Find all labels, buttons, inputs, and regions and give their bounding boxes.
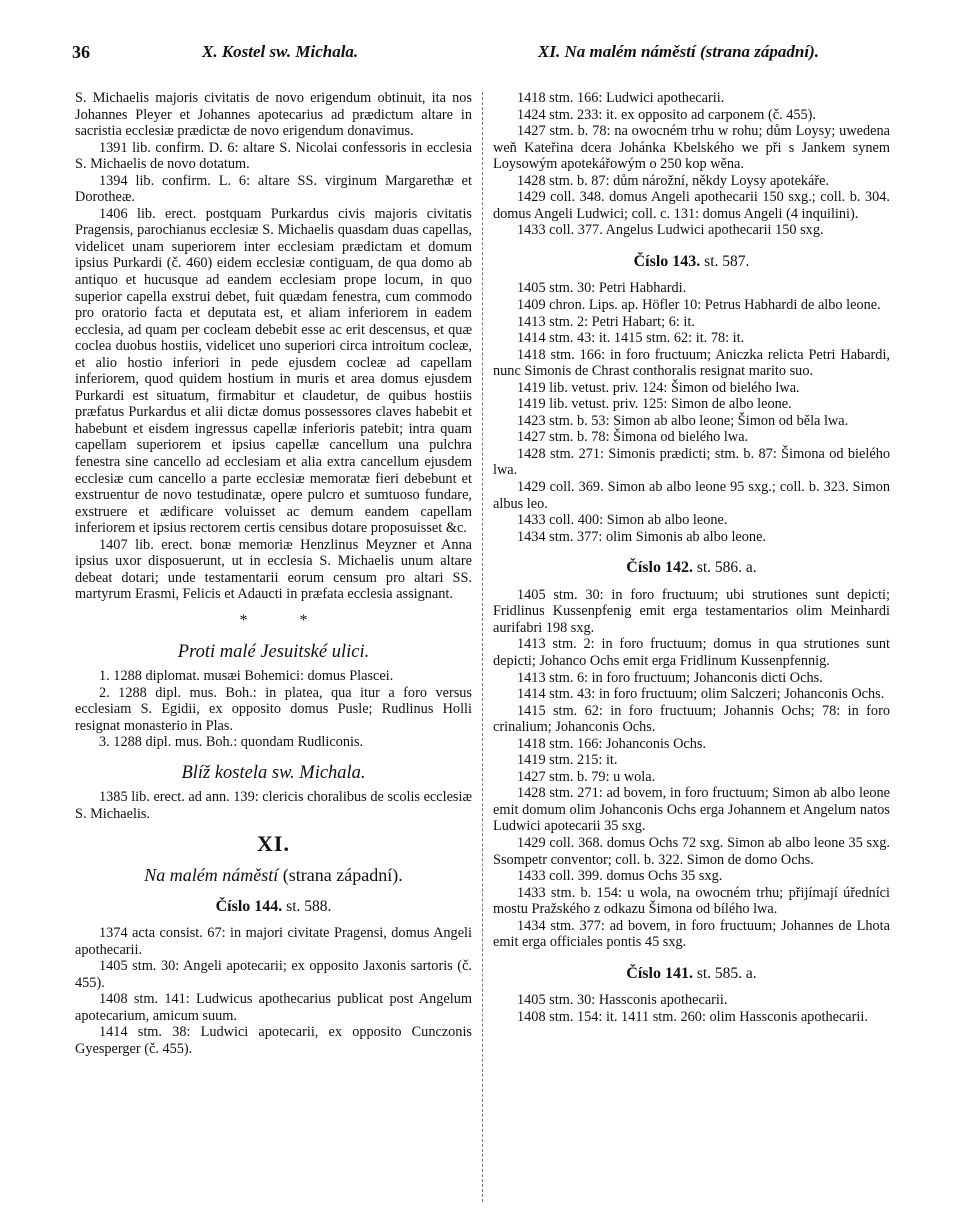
house-heading-141 — [493, 966, 890, 983]
paragraph: 1428 stm. 271: Simonis prædicti; stm. b. 87: Šimona od bielého lwa. — [493, 445, 890, 479]
paragraph: 1427 stm. b. 78: na owocném trhu w rohu; dům Loysy; uwedena weň Kateřina dcera Johánka Kbelského we při s Jankem synem Loysowým apotekářowým o 250 kop wěna. — [493, 123, 890, 173]
paragraph: 1424 stm. 233: it. ex opposito ad carponem (č. 455). — [517, 106, 816, 123]
paragraph: 1423 stm. b. 53: Simon ab albo leone; Šimon od běla lwa. — [517, 412, 849, 429]
house-heading-143 — [493, 254, 890, 271]
paragraph: 1414 stm. 43: in foro fructuum; olim Salczeri; Johanconis Ochs. — [517, 686, 885, 703]
paragraph: 1427 stm. b. 78: Šimona od bielého lwa. — [517, 429, 749, 446]
house-number: Číslo 143. — [633, 252, 701, 270]
paragraph: 1405 stm. 30: Hassconis apothecarii. — [517, 992, 728, 1009]
house-number: Číslo 144. — [215, 897, 283, 915]
house-heading-144 — [75, 899, 472, 916]
paragraph: S. Michaelis majoris civitatis de novo erigendum obtinuit, ita nos Johannes Pleyer et Johannes apotecarius ad prædictum altare in sacristia ecclesiæ prædictæ de novo erigendum donavimus. — [75, 90, 472, 140]
paragraph: 1427 stm. b. 79: u wola. — [517, 768, 656, 785]
paragraph: 1419 lib. vetust. priv. 124: Šimon od bielého lwa. — [517, 379, 800, 396]
paragraph: 1418 stm. 166: Johanconis Ochs. — [517, 735, 707, 752]
paragraph: 1433 stm. b. 154: u wola, na owocném trhu; přijímají úředníci mostu Pražského z odkazu Šimona od bílého lwa. — [493, 884, 890, 918]
house-number: Číslo 141. — [626, 964, 693, 982]
paragraph: 1391 lib. confirm. D. 6: altare S. Nicolai confessoris in ecclesia S. Michaelis de novo dotatum. — [75, 139, 472, 173]
left-column — [75, 90, 472, 1057]
paragraph: 1418 stm. 166: Ludwici apothecarii. — [517, 90, 725, 106]
paragraph: 1. 1288 diplomat. musæi Bohemici: domus Plascei. — [99, 668, 394, 685]
paragraph: 1406 lib. erect. postquam Purkardus civis majoris civitatis Pragensis, parochianus ecclesiæ S. Michaelis quasdam duas capellas, videlicet unam superiorem inter ecclesiam prædictam et domum ipsius Purkardi (č. 460) eidem ecclesiæ contiguam, de qua domo ab antiquo et hucusque ad eandem ecclesiam prope locum, in quo superior capella exstrui debet, fuit quædam fenestra, cum commodo pro oratorio facta et deputata est, et aliam inferiorem in eadem ecclesia, ad quam per cocleam debebit esse ac erit descensus, et quæ coclea duobus hostiis, videlicet uno superiori circa introitum cocleæ, et alio hostio inferiori in pede ejusdem cocleæ ad capellam inferiorem, quod quidem hostium in muris et area domus ejusdem Purkardi est situatum, firmabitur et claudetur, de quibus hostiis præfatus Purkardus et alii dictæ domus possessores claves habebit et habebunt et eisdem ingressus capellæ inferioris patebit; intra quam capellam superiorem et ipsius capellæ cancellum una pulchra fenestra sine cancello ad ecclesiam et alia extra cancellum ejusdem ecclesiæ cum cancello a parte ecclesiæ memoratæ fieri debebunt et exstruentur de novo testudinatæ, opere pulcro et sumtuoso fundare, exstruere et ædificare voluisset ac demum eandem capellam inferiorem et ipsius rectorem certis censibus dotare proposuisset &c. — [75, 205, 472, 537]
section-separator: * * — [239, 611, 332, 629]
paragraph: 1433 coll. 400: Simon ab albo leone. — [517, 512, 728, 529]
paragraph: 1419 stm. 215: it. — [517, 752, 618, 769]
paragraph: 1394 lib. confirm. L. 6: altare SS. virginum Margarethæ et Dorotheæ. — [75, 172, 472, 206]
paragraph: 1409 chron. Lips. ap. Höfler 10: Petrus Habhardi de albo leone. — [517, 297, 881, 314]
chapter-title — [75, 864, 472, 885]
paragraph: 1429 coll. 369. Simon ab albo leone 95 sxg.; coll. b. 323. Simon albus leo. — [493, 479, 890, 512]
paragraph: 1429 coll. 368. domus Ochs 72 sxg. Simon ab albo leone 35 sxg. Ssompetr conventor; coll. b. 322. Simon de domo Ochs. — [493, 834, 890, 868]
right-column — [493, 90, 890, 1025]
page-number: 36 — [72, 42, 90, 62]
chapter-title-rest: (strana západní). — [278, 864, 403, 885]
paragraph: 1408 stm. 154: it. 1411 stm. 260: olim Hassconis apothecarii. — [517, 1008, 868, 1025]
paragraph: 1405 stm. 30: Petri Habhardi. — [517, 280, 687, 297]
paragraph: 1413 stm. 2: in foro fructuum; domus in qua strutiones sunt depicti; Johanco Ochs emit erga Fridlinum Kussenpfennig. — [493, 636, 890, 669]
section-heading-proti: Proti malé Jesuitské ulici. — [177, 641, 370, 662]
house-old-number: st. 588. — [282, 897, 332, 915]
paragraph: 1405 stm. 30: in foro fructuum; ubi strutiones sunt depicti; Fridlinus Kussenpfenig emit erga testamentarios olim Meinhardi aurifabri 198 sxg. — [493, 586, 890, 636]
paragraph: 1433 coll. 377. Angelus Ludwici apothecarii 150 sxg. — [517, 222, 824, 239]
paragraph: 1413 stm. 2: Petri Habart; 6: it. — [517, 313, 695, 330]
house-old-number: st. 585. a. — [692, 964, 757, 982]
paragraph: 1407 lib. erect. bonæ memoriæ Henzlinus Meyzner et Anna ipsius uxor disposuerunt, ut in ecclesia S. Michaelis unum altare debeat dotari; unde testamentarii eorum censum pro altari SS. martyrum Erasmi, Felicis et Adaucti in præfata ecclesia assignant. — [75, 536, 472, 603]
paragraph: 1414 stm. 43: it. 1415 stm. 62: it. 78: it. — [517, 330, 745, 347]
paragraph: 1408 stm. 141: Ludwicus apothecarius publicat post Angelum apotecarium, amicum suum. — [75, 991, 472, 1024]
paragraph: 3. 1288 dipl. mus. Boh.: quondam Rudliconis. — [99, 734, 364, 751]
paragraph: 1385 lib. erect. ad ann. 139: clericis choralibus de scolis ecclesiæ S. Michaelis. — [75, 789, 472, 822]
paragraph: 1428 stm. b. 87: dům nárožní, někdy Loysy apotekáře. — [517, 172, 830, 189]
paragraph: 1434 stm. 377: ad bovem, in foro fructuum; Johannes de Lhota emit erga officiales pontis 45 sxg. — [493, 917, 890, 951]
paragraph: 1419 lib. vetust. priv. 125: Simon de albo leone. — [517, 396, 792, 413]
section-heading-bliz: Blíž kostela sw. Michala. — [181, 762, 366, 783]
chapter-number: XI. — [257, 831, 290, 857]
paragraph: 2. 1288 dipl. mus. Boh.: in platea, qua itur a foro versus ecclesiam S. Egidii, ex opposito domus Pusle; Rudlinus Holli resignat monasterio in Plas. — [75, 684, 472, 734]
paragraph: 1374 acta consist. 67: in majori civitate Pragensi, domus Angeli apothecarii. — [75, 925, 472, 958]
paragraph: 1433 coll. 399. domus Ochs 35 sxg. — [517, 868, 723, 885]
house-number: Číslo 142. — [626, 559, 693, 577]
paragraph: 1428 stm. 271: ad bovem, in foro fructuum; Simon ab albo leone emit domum olim Johanconis Ochs erga Johannem et Angelum natos Ludwici apotecarii 35 sxg. — [493, 785, 890, 835]
paragraph: 1429 coll. 348. domus Angeli apothecarii 150 sxg.; coll. b. 304. domus Angeli Ludwici; coll. c. 131: domus Angeli (4 inquilini). — [493, 189, 890, 222]
paragraph: 1405 stm. 30: Angeli apotecarii; ex opposito Jaxonis sartoris (č. 455). — [75, 958, 472, 991]
running-head-left: X. Kostel sw. Michala. — [202, 42, 359, 61]
paragraph: 1415 stm. 62: in foro fructuum; Johannis Ochs; 78: in foro crinalium; Johanconis Ochs. — [493, 702, 890, 736]
paragraph: 1413 stm. 6: in foro fructuum; Johanconis dicti Ochs. — [517, 669, 823, 686]
chapter-title-italic: Na malém náměstí — [144, 864, 279, 885]
house-old-number: st. 586. a. — [692, 559, 757, 577]
paragraph: 1414 stm. 38: Ludwici apotecarii, ex opposito Cunczonis Gyesperger (č. 455). — [75, 1024, 472, 1057]
running-head-right: XI. Na malém náměstí (strana západní). — [538, 42, 820, 61]
paragraph: 1434 stm. 377: olim Simonis ab albo leone. — [517, 528, 766, 545]
column-divider — [482, 92, 483, 1202]
house-heading-142 — [493, 560, 890, 577]
house-old-number: st. 587. — [700, 252, 750, 270]
paragraph: 1418 stm. 166: in foro fructuum; Aniczka relicta Petri Habardi, nunc Simonis de Chrast conthoralis resignat marito suo. — [493, 346, 890, 380]
